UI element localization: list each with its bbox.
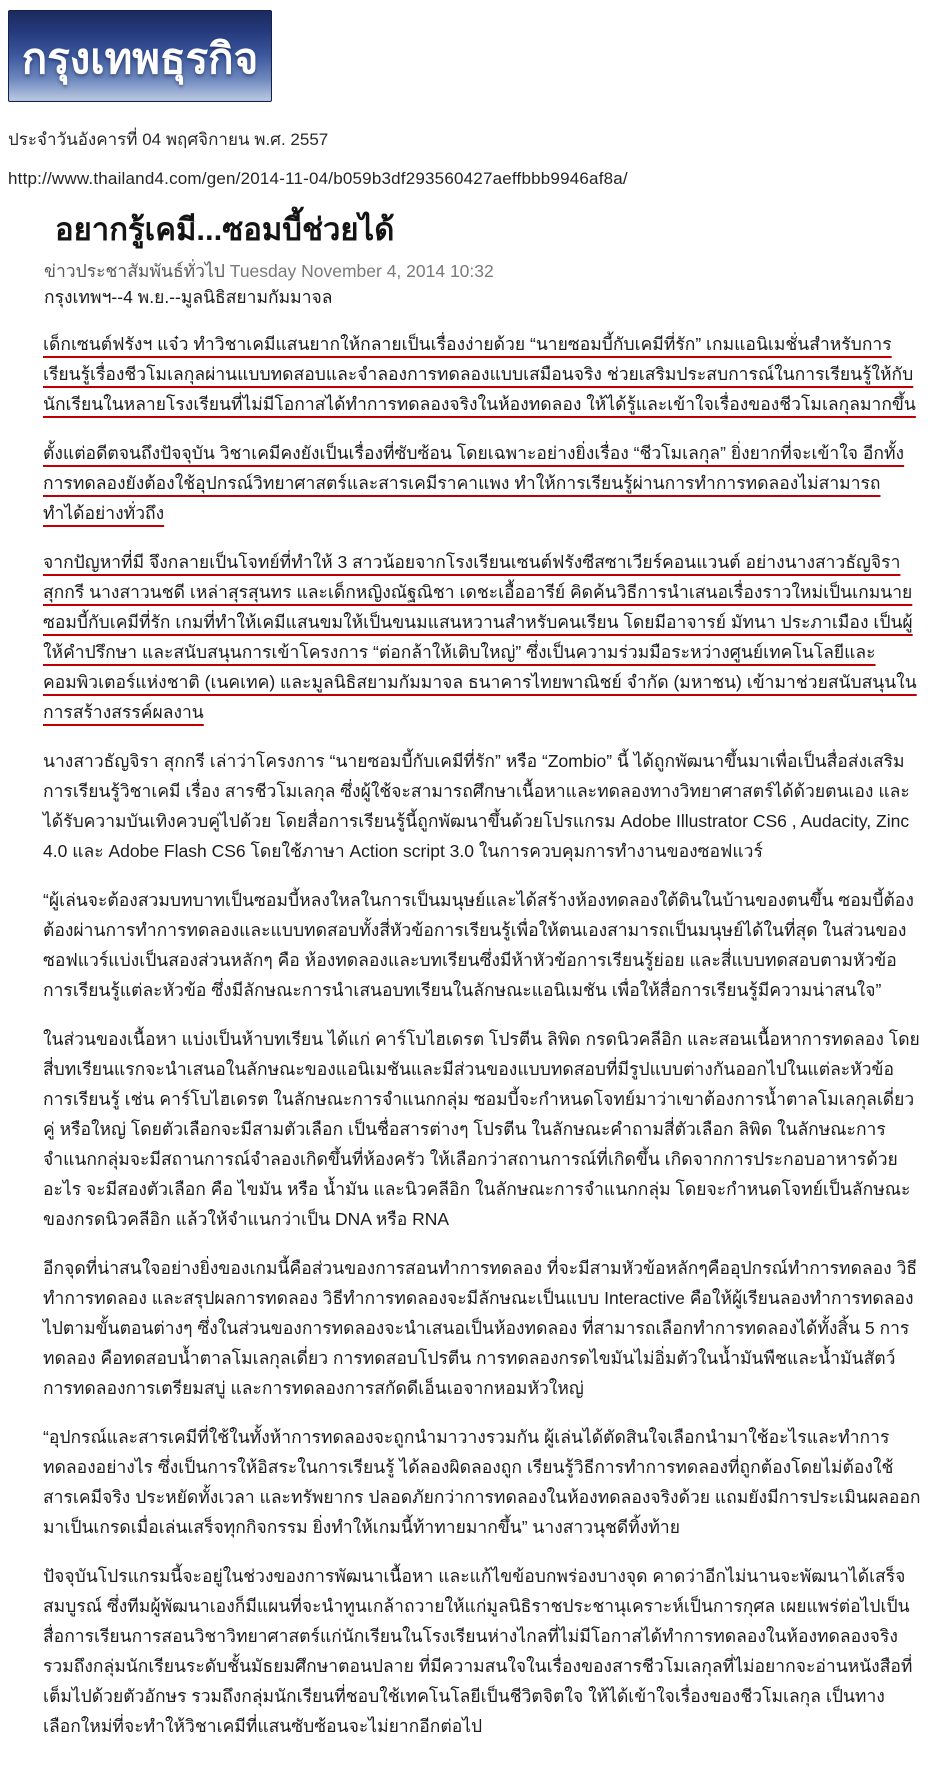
article-paragraph: ปัจจุบันโปรแกรมนี้จะอยู่ในช่วงของการพัฒนาเนื้อหา และแก้ไขข้อบกพร่องบางจุด คาดว่าอีกไม่นานจะพัฒนาได้เสร็จสมบูรณ์ ซึ่งทีมผู้พัฒนาเองก็มีแผนที่จะนำทูนเกล้าถวายให้แก่มูลนิธิราชประชานุเคราะห์เป็นการกุศล เผยแพร่ต่อไปเป็นสื่อการเรียนการสอนวิชาวิทยาศาสตร์แก่นักเรียนในโรงเรียนห่างไกลที่ไม่มีโอกาสได้ทำการทดลองในห้องทดลองจริง รวมถึงกลุ่มนักเรียนระดับชั้นมัธยมศึกษาตอนปลาย ที่มีความสนใจในเรื่องของสารชีวโมเลกุลที่ไม่อยากจะอ่านหนังสือที่เต็มไปด้วยตัวอักษร รวมถึงกลุ่มนักเรียนที่ชอบใช้เทคโนโลยีเป็นชีวิตจิตใจ ให้ได้เข้าใจเรื่องของชีวโมเลกุล เป็นทางเลือกใหม่ที่จะทำให้วิชาเคมีที่แสนซับซ้อนจะไม่ยากอีกต่อไป bbox=[43, 1566, 913, 1736]
newspaper-logo-text: กรุงเทพธุรกิจ bbox=[21, 35, 259, 82]
article-meta bbox=[44, 258, 921, 284]
article-paragraph: “ผู้เล่นจะต้องสวมบทบาทเป็นซอมบี้หลงใหลในการเป็นมนุษย์และได้สร้างห้องทดลองใต้ดินในบ้านของตนขึ้น ซอมบี้ต้องต้องผ่านการทำการทดลองและแบบทดสอบทั้งสี่หัวข้อการเรียนรู้เพื่อให้ตนเองสามารถเป็นมนุษย์ได้ในที่สุด ในส่วนของซอฟแวร์แบ่งเป็นสองส่วนหลักๆ คือ ห้องทดลองและบทเรียนซึ่งมีห้าหัวข้อการเรียนรู้ย่อย และสี่แบบทดสอบตามหัวข้อการเรียนรู้แต่ละหัวข้อ ซึ่งมีลักษณะการนำเสนอบทเรียนในลักษณะแอนิเมชัน เพื่อให้สื่อการเรียนรู้มีความน่าสนใจ” bbox=[43, 890, 914, 1000]
article-paragraph: ในส่วนของเนื้อหา แบ่งเป็นห้าบทเรียน ได้แก่ คาร์โบไฮเดรต โปรตีน ลิพิด กรดนิวคลีอิก และสอนเนื้อหาการทดลอง โดยสี่บทเรียนแรกจะนำเสนอในลักษณะของแอนิเมชันและมีส่วนของแบบทดสอบที่มีรูปแบบต่างกันออกไปในแต่ละหัวข้อการเรียนรู้ เช่น คาร์โบไฮเดรต ในลักษณะการจำแนกกลุ่ม ซอมบี้จะกำหนดโจทย์มาว่าเขาต้องการน้ำตาลโมเลกุลเดี่ยว คู่ หรือใหญ่ โดยตัวเลือกจะมีสามตัวเลือก เป็นชื่อสารต่างๆ โปรตีน ในลักษณะคำถามสี่ตัวเลือก ลิพิด ในลักษณะการจำแนกกลุ่มจะมีสถานการณ์จำลองเกิดขึ้นที่ห้องครัว ให้เลือกว่าสถานการณ์ที่เกิดขึ้น เกิดจากการประกอบอาหารด้วยอะไร จะมีสองตัวเลือก คือ ไขมัน หรือ น้ำมัน และนิวคลีอิก ในลักษณะการจำแนกกลุ่ม โดยจะกำหนดโจทย์เป็นลักษณะของกรดนิวคลีอิก แล้วให้จำแนกว่าเป็น DNA หรือ RNA bbox=[43, 1029, 920, 1229]
article-title: อยากรู้เคมี...ซอมบี้ช่วยได้ bbox=[55, 212, 395, 247]
article-datetime: Tuesday November 4, 2014 10:32 bbox=[229, 261, 494, 281]
newspaper-logo bbox=[8, 10, 272, 102]
article bbox=[43, 208, 921, 1741]
article-paragraph: “อุปกรณ์และสารเคมีที่ใช้ในทั้งห้าการทดลองจะถูกนำมาวางรวมกัน ผู้เล่นได้ตัดสินใจเลือกนำมาใช้อะไรและทำการทดลองอย่างไร ซึ่งเป็นการให้อิสระในการเรียนรู้ ได้ลองผิดลองถูก เรียนรู้วิธีการทำการทดลองที่ถูกต้องโดยไม่ต้องใช้สารเคมีจริง ประหยัดทั้งเวลา และทรัพยากร ปลอดภัยกว่าการทดลองในห้องทดลองจริงด้วย แถมยังมีการประเมินผลออกมาเป็นเกรดเมื่อเล่นเสร็จทุกกิจกรรม ยิ่งทำให้เกมนี้ท้าทายมากขึ้น” นางสาวนุชดีทิ้งท้าย bbox=[43, 1427, 921, 1537]
issue-date: ประจำวันอังคารที่ 04 พฤศจิกายน พ.ศ. 2557 bbox=[8, 130, 329, 149]
article-body bbox=[43, 329, 921, 1741]
article-paragraph: จากปัญหาที่มี จึงกลายเป็นโจทย์ที่ทำให้ 3 สาวน้อยจากโรงเรียนเซนต์ฟรังซีสซาเวียร์คอนแวนต์ อย่างนางสาวธัญจิรา สุกกรี นางสาวนชดี เหล่าสุรสุนทร และเด็กหญิงณัฐณิชา เดชะเอื้ออารีย์ คิดค้นวิธีการนำเสนอเรื่องราวใหม่เป็นเกมนายซอมบี้กับเคมีที่รัก เกมที่ทำให้เคมีแสนขมให้เป็นขนมแสนหวานสำหรับคนเรียน โดยมีอาจารย์ มัทนา ประภาเมือง เป็นผู้ให้คำปรึกษา และสนับสนุนการเข้าโครงการ “ต่อกล้าให้เติบใหญ่” ซึ่งเป็นความร่วมมือระหว่างศูนย์เทคโนโลยีและคอมพิวเตอร์แห่งชาติ (เนคเทค) และมูลนิธิสยามกัมมาจล ธนาคารไทยพาณิชย์ จำกัด (มหาชน) เข้ามาช่วยสนับสนุนในการสร้างสรรค์ผลงาน bbox=[43, 552, 917, 722]
article-paragraph: อีกจุดที่น่าสนใจอย่างยิ่งของเกมนี้คือส่วนของการสอนทำการทดลอง ที่จะมีสามหัวข้อหลักๆคืออุปกรณ์ทำการทดลอง วิธีทำการทดลอง และสรุปผลการทดลอง วิธีทำการทดลองจะมีลักษณะเป็นแบบ Interactive คือให้ผู้เรียนลองทำการทดลองไปตามขั้นตอนต่างๆ ซึ่งในส่วนของการทดลองจะนำเสนอเป็นห้องทดลอง ที่สามารถเลือกทำการทดลองได้ทั้งสิ้น 5 การทดลอง คือทดสอบน้ำตาลโมเลกุลเดี่ยว การทดสอบโปรตีน การทดลองกรดไขมันไม่อิ่มตัวในน้ำมันพืชและน้ำมันสัตว์ การทดลองการเตรียมสบู่ และการทดลองการสกัดดีเอ็นเอจากหอมหัวใหญ่ bbox=[43, 1258, 918, 1398]
article-category: ข่าวประชาสัมพันธ์ทั่วไป bbox=[44, 261, 225, 281]
article-byline: กรุงเทพฯ--4 พ.ย.--มูลนิธิสยามกัมมาจล bbox=[44, 287, 333, 307]
source-url: http://www.thailand4.com/gen/2014-11-04/b059b3df293560427aeffbbb9946af8a/ bbox=[8, 169, 628, 188]
page-header bbox=[0, 10, 949, 190]
article-paragraph: เด็กเซนต์ฟรังฯ แจ๋ว ทำวิชาเคมีแสนยากให้กลายเป็นเรื่องง่ายด้วย “นายซอมบี้กับเคมีที่รัก” เกมแอนิเมชั่นสำหรับการเรียนรู้เรื่องชีวโมเลกุลผ่านแบบทดสอบและจำลองการทดลองแบบเสมือนจริง ช่วยเสริมประสบการณ์ในการเรียนรู้ให้กับนักเรียนในหลายโรงเรียนที่ไม่มีโอกาสได้ทำการทดลองจริงในห้องทดลอง ให้ได้รู้และเข้าใจเรื่องของชีวโมเลกุลมากขึ้น bbox=[43, 334, 916, 414]
article-paragraph: ตั้งแต่อดีตจนถึงปัจจุบัน วิชาเคมีคงยังเป็นเรื่องที่ซับซ้อน โดยเฉพาะอย่างยิ่งเรื่อง “ชีวโมเลกุล” ยิ่งยากที่จะเข้าใจ อีกทั้งการทดลองยังต้องใช้อุปกรณ์วิทยาศาสตร์และสารเคมีราคาแพง ทำให้การเรียนรู้ผ่านการทำการทดลองไม่สามารถทำได้อย่างทั่วถึง bbox=[43, 443, 905, 523]
article-paragraph: นางสาวธัญจิรา สุกกรี เล่าว่าโครงการ “นายซอมบี้กับเคมีที่รัก” หรือ “Zombio” นี้ ได้ถูกพัฒนาขึ้นมาเพื่อเป็นสื่อส่งเสริมการเรียนรู้วิชาเคมี เรื่อง สารชีวโมเลกุล ซึ่งผู้ใช้จะสามารถศึกษาเนื้อหาและทดลองทางวิทยาศาสตร์ได้ด้วยตนเอง และได้รับความบันเทิงควบคู่ไปด้วย โดยสื่อการเรียนรู้นี้ถูกพัฒนาขึ้นด้วยโปรแกรม Adobe Illustrator CS6 , Audacity, Zinc 4.0 และ Adobe Flash CS6 โดยใช้ภาษา Action script 3.0 ในการควบคุมการทำงานของซอฟแวร์ bbox=[43, 751, 910, 861]
